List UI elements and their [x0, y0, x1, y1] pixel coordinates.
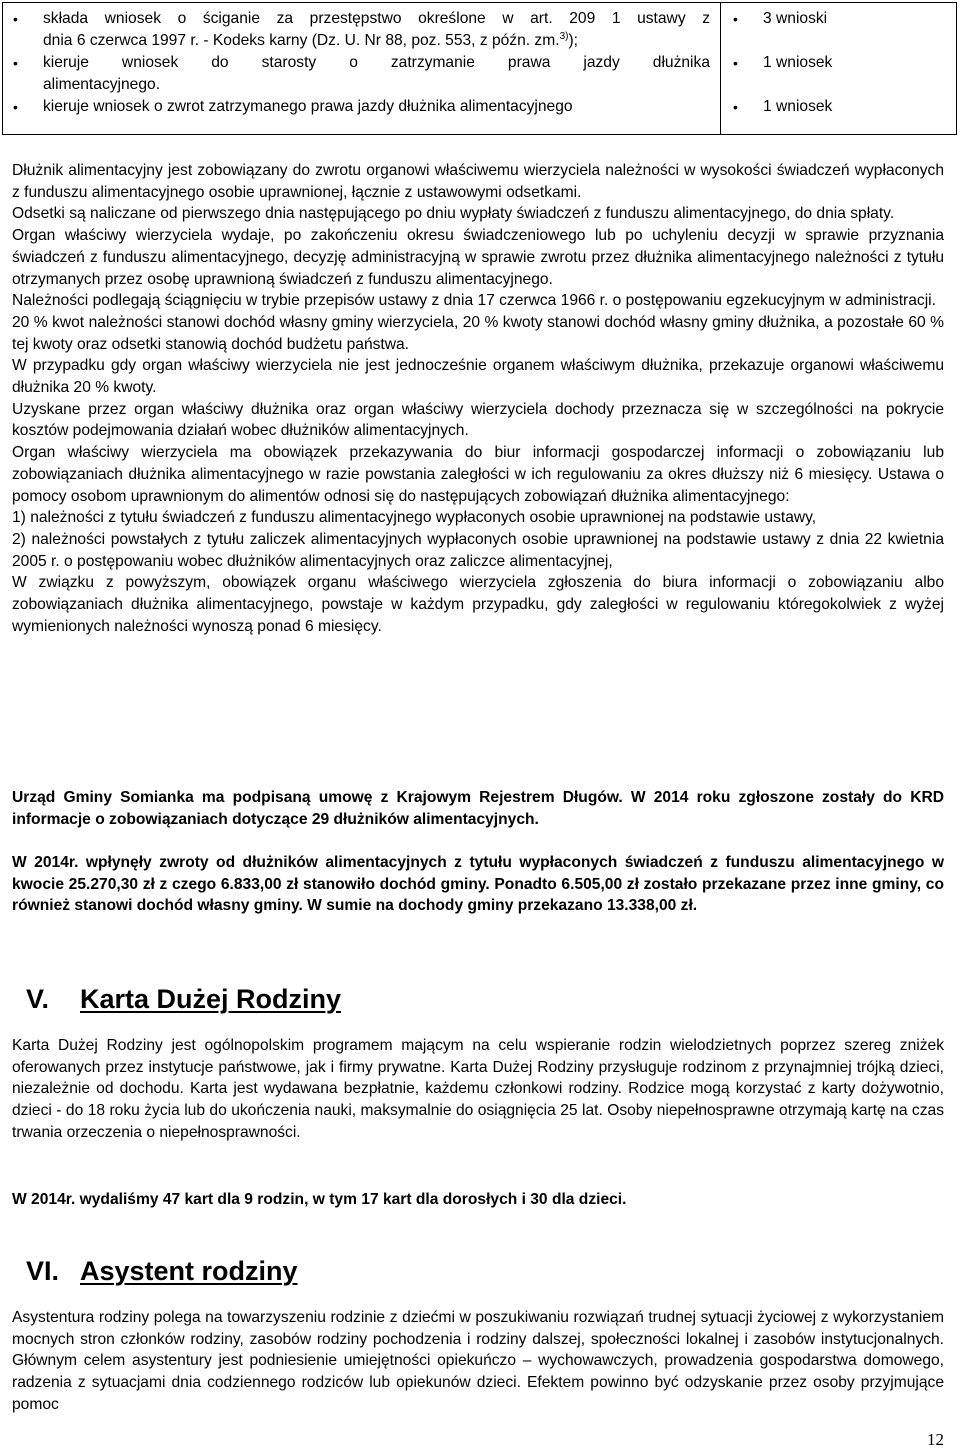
section-heading-v: [26, 983, 341, 1015]
table-left-column: [3, 3, 721, 134]
bold-paragraph-refunds: W 2014r. wpłynęły zwroty od dłużników alimentacyjnych z tytułu wypłaconych świadczeń z funduszu alimentacyjnego w kwocie 25.270,30 zł z czego 6.833,00 zł stanowiło dochód gminy. Ponadto 6.505,00 zł zostało przekazane przez inne gminy, co również stanowi dochód własny gminy. W sumie na dochody gminy przekazano 13.338,00 zł.: [12, 854, 944, 915]
section-heading-vi: [26, 1255, 298, 1287]
paragraph: Odsetki są naliczane od pierwszego dnia następującego po dniu wypłaty świadczeń z funduszu alimentacyjnego, do dnia spłaty.: [12, 205, 895, 223]
bold-paragraph-krd: Urząd Gminy Somianka ma podpisaną umowę z Krajowym Rejestrem Długów. W 2014 roku zgłoszone zostały do KRD informacje o zobowiązaniach dotyczące 29 dłużników alimentacyjnych.: [12, 789, 944, 828]
table-row-line: składa wniosek o ściganie za przestępstwo określone w art. 209 1 ustawy z: [43, 10, 710, 27]
paragraph: Należności podlegają ściągnięciu w trybie przepisów ustawy z dnia 17 czerwca 1966 r. o postępowaniu egzekucyjnym w administracji.: [12, 292, 936, 310]
section-number: VI.: [26, 1256, 60, 1286]
section-title: Karta Dużej Rodziny: [80, 984, 342, 1014]
paragraph: Dłużnik alimentacyjny jest zobowiązany do zwrotu organowi właściwemu wierzyciela należności w wysokości świadczeń wypłaconych z funduszu alimentacyjnego osobie uprawnionej, łącznie z ustawowymi odsetkami.: [12, 162, 944, 201]
bullet-icon: •: [733, 99, 738, 115]
paragraph: 20 % kwot należności stanowi dochód własny gminy wierzyciela, 20 % kwoty stanowi dochód własny gminy dłużnika, a pozostałe 60 % tej kwoty oraz odsetki stanowią dochód budżetu państwa.: [12, 313, 944, 353]
section-vi-text: Asystentura rodziny polega na towarzyszeniu rodzinie z dziećmi w poszukiwaniu rozwiązań trudnej sytuacji życiowej z wykorzystaniem mocnych stron członków rodziny, zasobów rodziny pochodzenia i rodziny dalszej, społeczności lokalnej i zasobów instytucjonalnych. Głównym celem asystentury jest podniesienie umiejętności opiekuńczo – wychowawczych, prowadzenia gospodarstwa domowego, radzenia z sytuacjami dnia codziennego rodziców lub opiekunów dzieci. Efektem powinno być odzyskanie przez osoby przyjmujące pomoc: [12, 1309, 944, 1413]
bullet-icon: •: [13, 99, 18, 115]
paragraph: Organ właściwy wierzyciela wydaje, po zakończeniu okresu świadczeniowego lub po uchyleniu decyzji w sprawie przyznania świadczeń z funduszu alimentacyjnego, decyzję administracyjną w sprawie zwrotu przez dłużnika alimentacyjnego należności z tytułu otrzymanych przez osobę uprawnioną świadczeń z funduszu alimentacyjnego.: [12, 227, 944, 288]
paragraph: 2) należności powstałych z tytułu zaliczek alimentacyjnych wypłaconych osobie uprawnionej na podstawie ustawy z dnia 22 kwietnia 2005 r. o postępowaniu wobec dłużników alimentacyjnych oraz zaliczce alimentacyjnej,: [12, 530, 944, 570]
section-title: Asystent rodziny: [80, 1256, 298, 1286]
summary-table: [2, 2, 957, 135]
section-v-text: Karta Dużej Rodziny jest ogólnopolskim programem mającym na celu wspieranie rodzin wielodzietnych poprzez szereg zniżek oferowanych przez instytucje państwowe, jak i firmy prywatne. Karta Dużej Rodziny przysługuje rodzinom z przynajmniej trójką dzieci, niezależnie od dochodu. Karta jest wydawana bezpłatnie, każdemu członkowi rodziny. Rodzice mogą korzystać z karty dożywotnio, dzieci - do 18 roku życia lub do ukończenia nauki, maksymalnie do osiągnięcia 25 lat. Osoby niepełnosprawne otrzymają kartę na czas trwania orzeczenia o niepełnosprawności.: [12, 1037, 944, 1141]
table-row-line: alimentacyjnego.: [43, 76, 161, 93]
paragraph-block: [12, 160, 944, 637]
paragraph: W przypadku gdy organ właściwy wierzyciela nie jest jednocześnie organem właściwym dłużnika, przekazuje organowi właściwemu dłużnika 20 % kwoty.: [12, 357, 944, 397]
table-row-line: kieruje wniosek do starosty o zatrzymanie prawa jazdy dłużnika: [43, 54, 710, 71]
section-number: V.: [26, 984, 50, 1014]
paragraph: Organ właściwy wierzyciela ma obowiązek przekazywania do biur informacji gospodarczej informacji o zobowiązaniu lub zobowiązaniach dłużnika alimentacyjnego w razie powstania zaległości w ich regulowaniu za okres dłuższy niż 6 miesięcy. Ustawa o pomocy osobom uprawnionym do alimentów odnosi się do następujących zobowiązań dłużnika alimentacyjnego:: [12, 444, 944, 505]
table-row-line: dnia 6 czerwca 1997 r. - Kodeks karny (Dz. U. Nr 88, poz. 553, z późn. zm.$^{3)}$);: [43, 30, 578, 49]
paragraph: Uzyskane przez organ właściwy dłużnika oraz organ właściwy wierzyciela dochody przeznacza się w szczególności na pokrycie kosztów podejmowania działań wobec dłużników alimentacyjnych.: [12, 400, 944, 440]
bullet-icon: •: [733, 55, 738, 71]
bullet-icon: •: [733, 11, 738, 27]
page-number: 12: [927, 1430, 944, 1449]
table-right-column: • 3 wnioski • 1 wniosek • 1 wniosek: [721, 3, 956, 134]
paragraph: W związku z powyższym, obowiązek organu właściwego wierzyciela zgłoszenia do biura informacji o zobowiązaniu albo zobowiązaniach dłużnika alimentacyjnego, powstaje w każdym przypadku, gdy zaległości w regulowaniu któregokolwiek z wyżej wymienionych należności wynoszą ponad 6 miesięcy.: [12, 574, 944, 635]
bullet-icon: •: [13, 11, 18, 27]
section-v-summary: W 2014r. wydaliśmy 47 kart dla 9 rodzin, w tym 17 kart dla dorosłych i 30 dla dzieci.: [12, 1191, 627, 1208]
table-row-line: kieruje wniosek o zwrot zatrzymanego prawa jazdy dłużnika alimentacyjnego: [43, 98, 573, 115]
paragraph: 1) należności z tytułu świadczeń z funduszu alimentacyjnego wypłaconych osobie uprawnionej na podstawie ustawy,: [12, 509, 817, 527]
bullet-icon: •: [13, 55, 18, 71]
